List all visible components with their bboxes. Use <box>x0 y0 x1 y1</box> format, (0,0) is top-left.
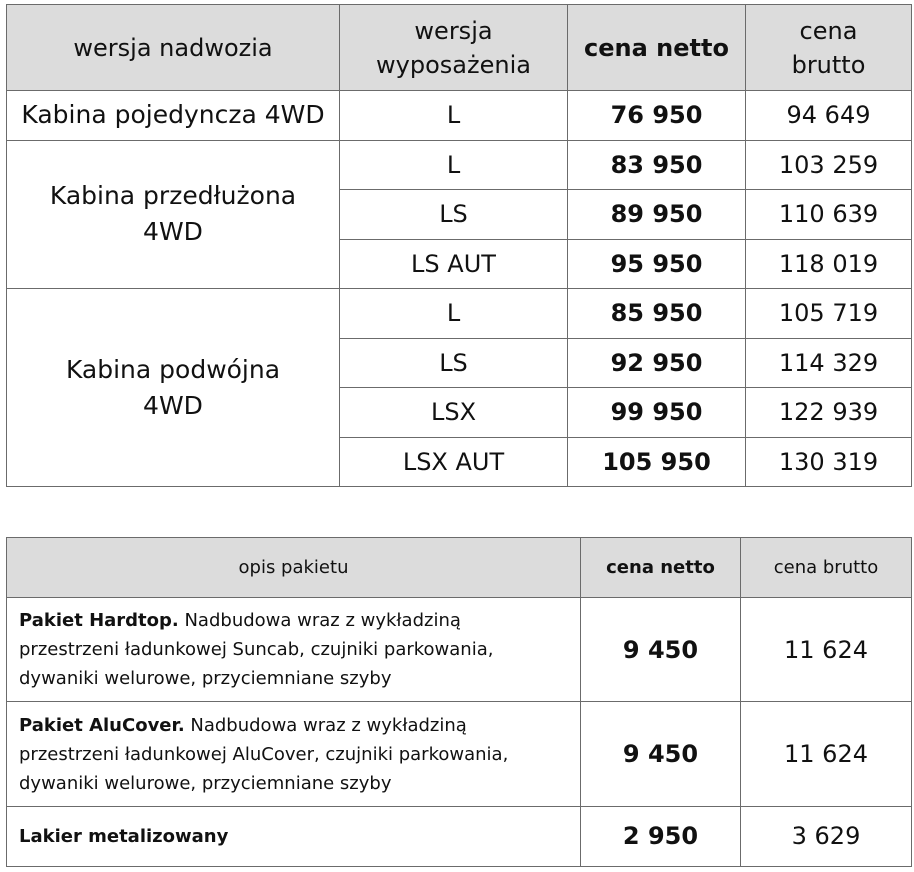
package-desc-line2: przestrzeni ładunkowej AluCover, czujniki parkowania, <box>19 743 509 765</box>
header-gross-line1: cena <box>799 16 858 45</box>
trim-cell: L <box>340 140 568 190</box>
gross-price-cell: 114 329 <box>746 338 912 388</box>
package-description <box>7 702 581 806</box>
net-price-cell: 83 950 <box>568 140 746 190</box>
trim-cell: LS AUT <box>340 239 568 289</box>
trim-cell: LS <box>340 190 568 240</box>
header-body-version: wersja nadwozia <box>7 5 340 91</box>
header-trim-line2: wyposażenia <box>376 50 531 79</box>
header-net-price: cena netto <box>568 5 746 91</box>
table-row <box>7 598 912 702</box>
package-desc-line3: dywaniki welurowe, przyciemniane szyby <box>19 668 392 690</box>
trim-cell: L <box>340 289 568 339</box>
body-type-line2: 4WD <box>143 390 203 420</box>
gross-price-cell: 103 259 <box>746 140 912 190</box>
net-price-cell: 99 950 <box>568 388 746 438</box>
packages-price-table <box>6 537 912 867</box>
trim-cell: L <box>340 91 568 141</box>
gross-price-cell: 105 719 <box>746 289 912 339</box>
net-price-cell: 85 950 <box>568 289 746 339</box>
net-price-cell: 92 950 <box>568 338 746 388</box>
net-price-cell: 2 950 <box>581 806 741 866</box>
table-row <box>7 289 912 339</box>
package-desc-line3: dywaniki welurowe, przyciemniane szyby <box>19 772 392 794</box>
table-row <box>7 806 912 866</box>
net-price-cell: 9 450 <box>581 702 741 806</box>
header-trim-line1: wersja <box>414 16 493 45</box>
gross-price-cell: 110 639 <box>746 190 912 240</box>
body-type-line1: Kabina podwójna <box>65 354 281 384</box>
gross-price-cell: 122 939 <box>746 388 912 438</box>
header-gross-price: cena brutto <box>741 538 912 598</box>
header-trim-version <box>340 5 568 91</box>
gross-price-cell: 130 319 <box>746 437 912 487</box>
body-type-extended-cab <box>7 140 340 289</box>
gross-price-cell: 94 649 <box>746 91 912 141</box>
package-desc-line1: Nadbudowa wraz z wykładziną <box>184 714 467 736</box>
trim-cell: LS <box>340 338 568 388</box>
package-name: Pakiet AluCover. <box>19 714 185 736</box>
gross-price-cell: 11 624 <box>741 702 912 806</box>
net-price-cell: 89 950 <box>568 190 746 240</box>
versions-price-table <box>6 4 912 487</box>
package-description <box>7 598 581 702</box>
net-price-cell: 105 950 <box>568 437 746 487</box>
header-net-price: cena netto <box>581 538 741 598</box>
table-row <box>7 702 912 806</box>
net-price-cell: 9 450 <box>581 598 741 702</box>
header-package-description: opis pakietu <box>7 538 581 598</box>
header-gross-price <box>746 5 912 91</box>
packages-header-row <box>7 538 912 598</box>
package-name: Pakiet Hardtop. <box>19 610 179 632</box>
body-type-double-cab <box>7 289 340 487</box>
net-price-cell: 76 950 <box>568 91 746 141</box>
gross-price-cell: 11 624 <box>741 598 912 702</box>
table-row <box>7 140 912 190</box>
body-type-line1: Kabina przedłużona <box>49 181 297 211</box>
body-type-line2: 4WD <box>143 217 203 247</box>
package-desc-line2: przestrzeni ładunkowej Suncab, czujniki parkowania, <box>19 639 494 661</box>
header-gross-line2: brutto <box>791 50 866 79</box>
versions-header-row <box>7 5 912 91</box>
table-row <box>7 91 912 141</box>
package-description <box>7 806 581 866</box>
trim-cell: LSX <box>340 388 568 438</box>
net-price-cell: 95 950 <box>568 239 746 289</box>
trim-cell: LSX AUT <box>340 437 568 487</box>
package-desc-line1: Nadbudowa wraz z wykładziną <box>178 610 461 632</box>
gross-price-cell: 3 629 <box>741 806 912 866</box>
gross-price-cell: 118 019 <box>746 239 912 289</box>
body-type-single-cab: Kabina pojedyncza 4WD <box>7 91 340 141</box>
package-name: Lakier metalizowany <box>19 825 229 847</box>
